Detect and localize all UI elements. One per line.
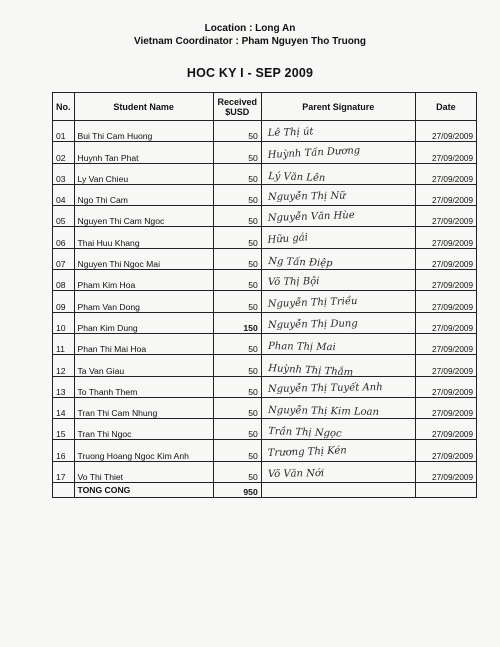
student-name: Thai Huu Khang — [74, 227, 213, 248]
parent-signature-cell — [261, 376, 415, 397]
student-name: Ly Van Chieu — [74, 163, 213, 184]
received-amount: 50 — [213, 291, 261, 312]
student-name: Pham Kim Hoa — [74, 270, 213, 291]
handwritten-signature: Ng Tấn Điệp — [267, 256, 333, 270]
handwritten-signature: Võ Thị Bội — [267, 276, 320, 289]
student-name: Bui Thi Cam Huong — [74, 121, 213, 142]
table-body — [53, 121, 477, 483]
received-amount: 50 — [213, 270, 261, 291]
handwritten-signature: Phan Thị Mai — [267, 341, 336, 354]
row-number: 02 — [53, 142, 75, 163]
table-row — [53, 206, 477, 227]
signature-date: 27/09/2009 — [415, 270, 476, 291]
signature-date: 27/09/2009 — [415, 248, 476, 269]
student-name: Pham Van Dong — [74, 291, 213, 312]
handwritten-signature: Trần Thị Ngọc — [267, 426, 342, 441]
signature-date: 27/09/2009 — [415, 397, 476, 418]
received-amount: 50 — [213, 184, 261, 205]
parent-signature-cell — [261, 312, 415, 333]
handwritten-signature: Nguyễn Thị Tuyết Anh — [267, 381, 383, 395]
table-row — [53, 376, 477, 397]
parent-signature-cell — [261, 227, 415, 248]
parent-signature-cell — [261, 163, 415, 184]
student-name: Vo Thi Thiet — [74, 461, 213, 482]
student-name: Truong Hoang Ngoc Kim Anh — [74, 440, 213, 461]
coordinator-line: Vietnam Coordinator : Pham Nguyen Tho Truong — [133, 36, 367, 47]
handwritten-signature: Nguyễn Thị Triều — [267, 295, 358, 310]
handwritten-signature: Nguyễn Văn Hùe — [267, 210, 355, 225]
row-number: 06 — [53, 227, 75, 248]
received-amount: 50 — [213, 227, 261, 248]
signature-date: 27/09/2009 — [415, 121, 476, 142]
received-amount: 50 — [213, 461, 261, 482]
received-amount: 50 — [213, 333, 261, 354]
table-row — [53, 227, 477, 248]
row-number: 05 — [53, 206, 75, 227]
received-amount: 50 — [213, 376, 261, 397]
total-date-cell — [415, 483, 476, 498]
signature-date: 27/09/2009 — [415, 227, 476, 248]
student-name: Tran Thi Cam Nhung — [74, 397, 213, 418]
handwritten-signature: Huỳnh Tấn Dương — [267, 144, 361, 161]
received-header-line1: Received — [217, 96, 258, 107]
received-amount: 50 — [213, 163, 261, 184]
parent-signature-cell — [261, 142, 415, 163]
table-row — [53, 419, 477, 440]
student-name: Nguyen Thi Ngoc Mai — [74, 248, 213, 269]
signature-date: 27/09/2009 — [415, 142, 476, 163]
parent-signature-cell — [261, 397, 415, 418]
row-number: 08 — [53, 270, 75, 291]
signature-date: 27/09/2009 — [415, 440, 476, 461]
row-number: 01 — [53, 121, 75, 142]
table-row — [53, 121, 477, 142]
row-number: 13 — [53, 376, 75, 397]
parent-signature-cell — [261, 291, 415, 312]
student-name: Nguyen Thi Cam Ngoc — [74, 206, 213, 227]
handwritten-signature: Nguyễn Thị Nữ — [267, 190, 346, 204]
row-number: 14 — [53, 397, 75, 418]
parent-signature-cell — [261, 184, 415, 205]
received-amount: 50 — [213, 121, 261, 142]
table-row — [53, 312, 477, 333]
row-number: 10 — [53, 312, 75, 333]
handwritten-signature: Hữu gái — [266, 231, 308, 246]
table-row — [53, 291, 477, 312]
total-label: TONG CONG — [74, 483, 213, 498]
table-row — [53, 461, 477, 482]
received-amount: 50 — [213, 397, 261, 418]
handwritten-signature: Nguyễn Thị Kim Loan — [267, 405, 379, 419]
received-amount: 150 — [213, 312, 261, 333]
received-amount: 50 — [213, 248, 261, 269]
received-amount: 50 — [213, 206, 261, 227]
col-header-date: Date — [415, 93, 476, 121]
handwritten-signature: Lê Thị út — [267, 126, 314, 140]
handwritten-signature: Trương Thị Kén — [267, 445, 347, 459]
table-row — [53, 440, 477, 461]
student-name: Phan Kim Dung — [74, 312, 213, 333]
location-line: Location : Long An — [204, 23, 296, 34]
parent-signature-cell — [261, 461, 415, 482]
parent-signature-cell — [261, 270, 415, 291]
student-name: Tran Thi Ngoc — [74, 419, 213, 440]
parent-signature-cell — [261, 248, 415, 269]
signature-date: 27/09/2009 — [415, 419, 476, 440]
signature-date: 27/09/2009 — [415, 312, 476, 333]
signature-date: 27/09/2009 — [415, 163, 476, 184]
handwritten-signature: Huỳnh Thị Thắm — [267, 362, 354, 379]
row-number: 12 — [53, 355, 75, 376]
row-number: 09 — [53, 291, 75, 312]
signature-date: 27/09/2009 — [415, 355, 476, 376]
table-row — [53, 248, 477, 269]
row-number: 16 — [53, 440, 75, 461]
col-header-no: No. — [53, 93, 75, 121]
signature-date: 27/09/2009 — [415, 291, 476, 312]
parent-signature-cell — [261, 440, 415, 461]
table-row — [53, 397, 477, 418]
student-name: Huynh Tan Phat — [74, 142, 213, 163]
col-header-parent-signature: Parent Signature — [261, 93, 415, 121]
parent-signature-cell — [261, 355, 415, 379]
handwritten-signature: Võ Văn Nới — [267, 468, 325, 481]
table-header-row — [53, 93, 477, 121]
signature-date: 27/09/2009 — [415, 333, 476, 354]
signature-date: 27/09/2009 — [415, 206, 476, 227]
document-header — [0, 22, 500, 48]
table-row — [53, 355, 477, 376]
parent-signature-cell — [261, 121, 415, 142]
row-number: 17 — [53, 461, 75, 482]
received-amount: 50 — [213, 440, 261, 461]
row-number: 07 — [53, 248, 75, 269]
student-name: Ngo Thi Cam — [74, 184, 213, 205]
received-header-line2: $USD — [225, 106, 250, 117]
row-number: 11 — [53, 333, 75, 354]
col-header-received — [213, 93, 261, 121]
parent-signature-cell — [261, 333, 415, 354]
student-name: Ta Van Giau — [74, 355, 213, 376]
row-number: 04 — [53, 184, 75, 205]
parent-signature-cell — [261, 206, 415, 227]
table-row — [53, 184, 477, 205]
total-row — [53, 483, 477, 498]
parent-signature-cell — [261, 419, 415, 440]
table-row — [53, 142, 477, 163]
signature-date: 27/09/2009 — [415, 184, 476, 205]
col-header-student-name: Student Name — [74, 93, 213, 121]
received-amount: 50 — [213, 142, 261, 163]
total-signature-cell — [261, 483, 415, 498]
received-amount: 50 — [213, 419, 261, 440]
student-name: To Thanh Them — [74, 376, 213, 397]
table-row — [53, 333, 477, 354]
row-number: 03 — [53, 163, 75, 184]
payment-table — [52, 92, 477, 498]
handwritten-signature: Lý Văn Lên — [267, 170, 326, 184]
signature-date: 27/09/2009 — [415, 376, 476, 397]
student-name: Phan Thi Mai Hoa — [74, 333, 213, 354]
table-row — [53, 163, 477, 184]
table-row — [53, 270, 477, 291]
row-number: 15 — [53, 419, 75, 440]
page-title: HOC KY I - SEP 2009 — [186, 66, 314, 80]
handwritten-signature: Nguyễn Thị Dung — [267, 318, 358, 331]
signature-date: 27/09/2009 — [415, 461, 476, 482]
total-amount: 950 — [213, 483, 261, 498]
received-amount: 50 — [213, 355, 261, 376]
total-no-cell — [53, 483, 75, 498]
